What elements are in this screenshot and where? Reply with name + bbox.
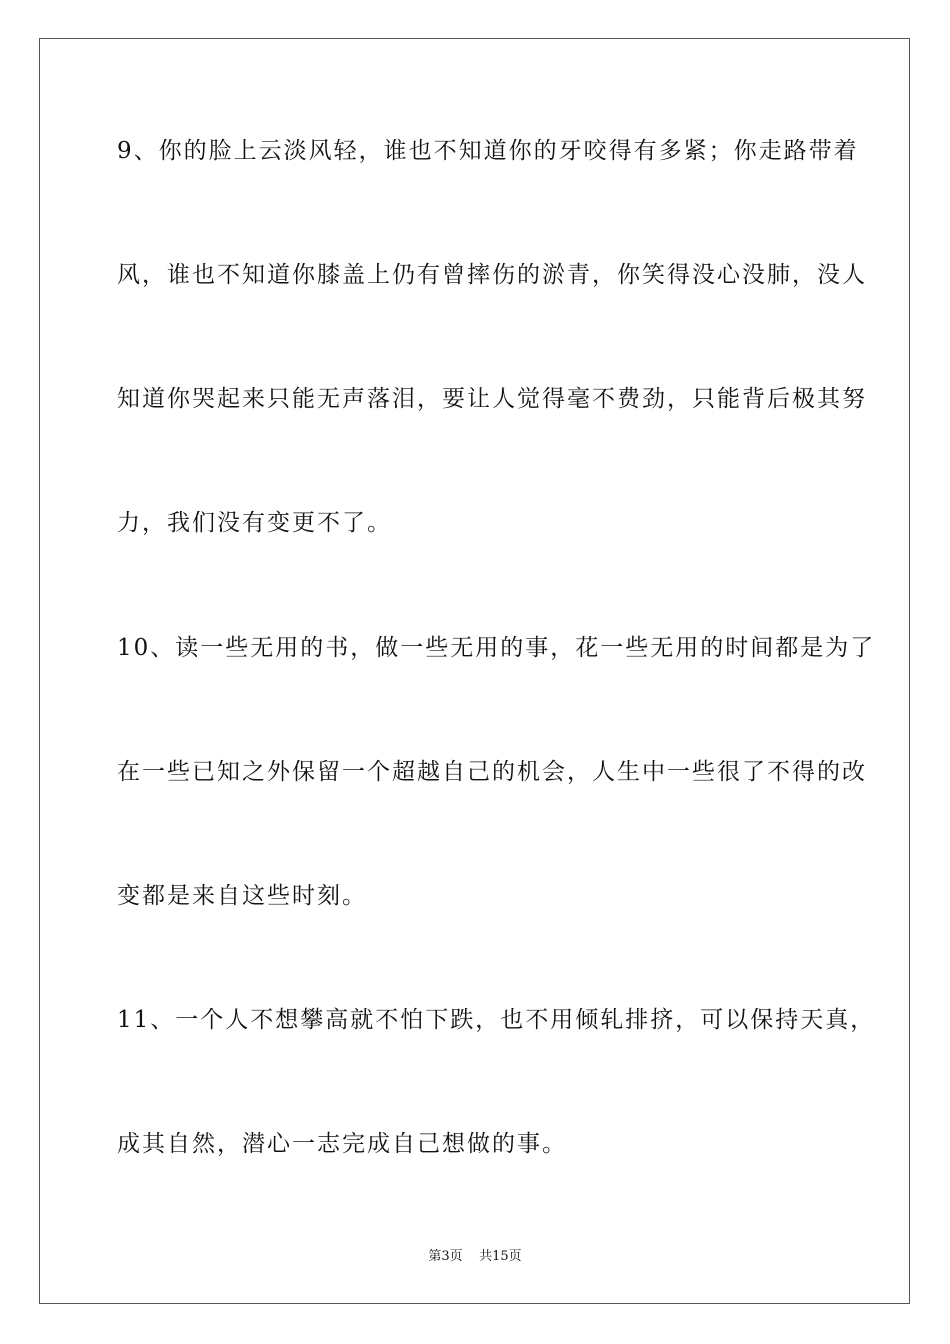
paragraph-9-line-2: 风，谁也不知道你膝盖上仍有曾摔伤的淤青，你笑得没心没肺，没人 <box>117 262 867 288</box>
paragraph-10-line-3: 变都是来自这些时刻。 <box>117 883 367 909</box>
paragraph-10-line-1: 10、读一些无用的书，做一些无用的事，花一些无用的时间都是为了 <box>117 635 876 661</box>
page-number: 第3页 <box>428 1249 463 1264</box>
paragraph-11-line-2: 成其自然，潜心一志完成自己想做的事。 <box>117 1131 567 1157</box>
paragraph-9-line-1: 9、你的脸上云淡风轻，谁也不知道你的牙咬得有多紧；你走路带着 <box>117 138 859 164</box>
page-total: 共15页 <box>479 1249 522 1264</box>
page-footer <box>0 1249 950 1265</box>
page-frame <box>39 38 910 1304</box>
paragraph-11-line-1: 11、一个人不想攀高就不怕下跌，也不用倾轧排挤，可以保持天真， <box>117 1007 876 1033</box>
paragraph-9-line-3: 知道你哭起来只能无声落泪，要让人觉得毫不费劲，只能背后极其努 <box>117 386 867 412</box>
paragraph-9-line-4: 力，我们没有变更不了。 <box>117 510 392 536</box>
paragraph-10-line-2: 在一些已知之外保留一个超越自己的机会，人生中一些很了不得的改 <box>117 759 867 785</box>
